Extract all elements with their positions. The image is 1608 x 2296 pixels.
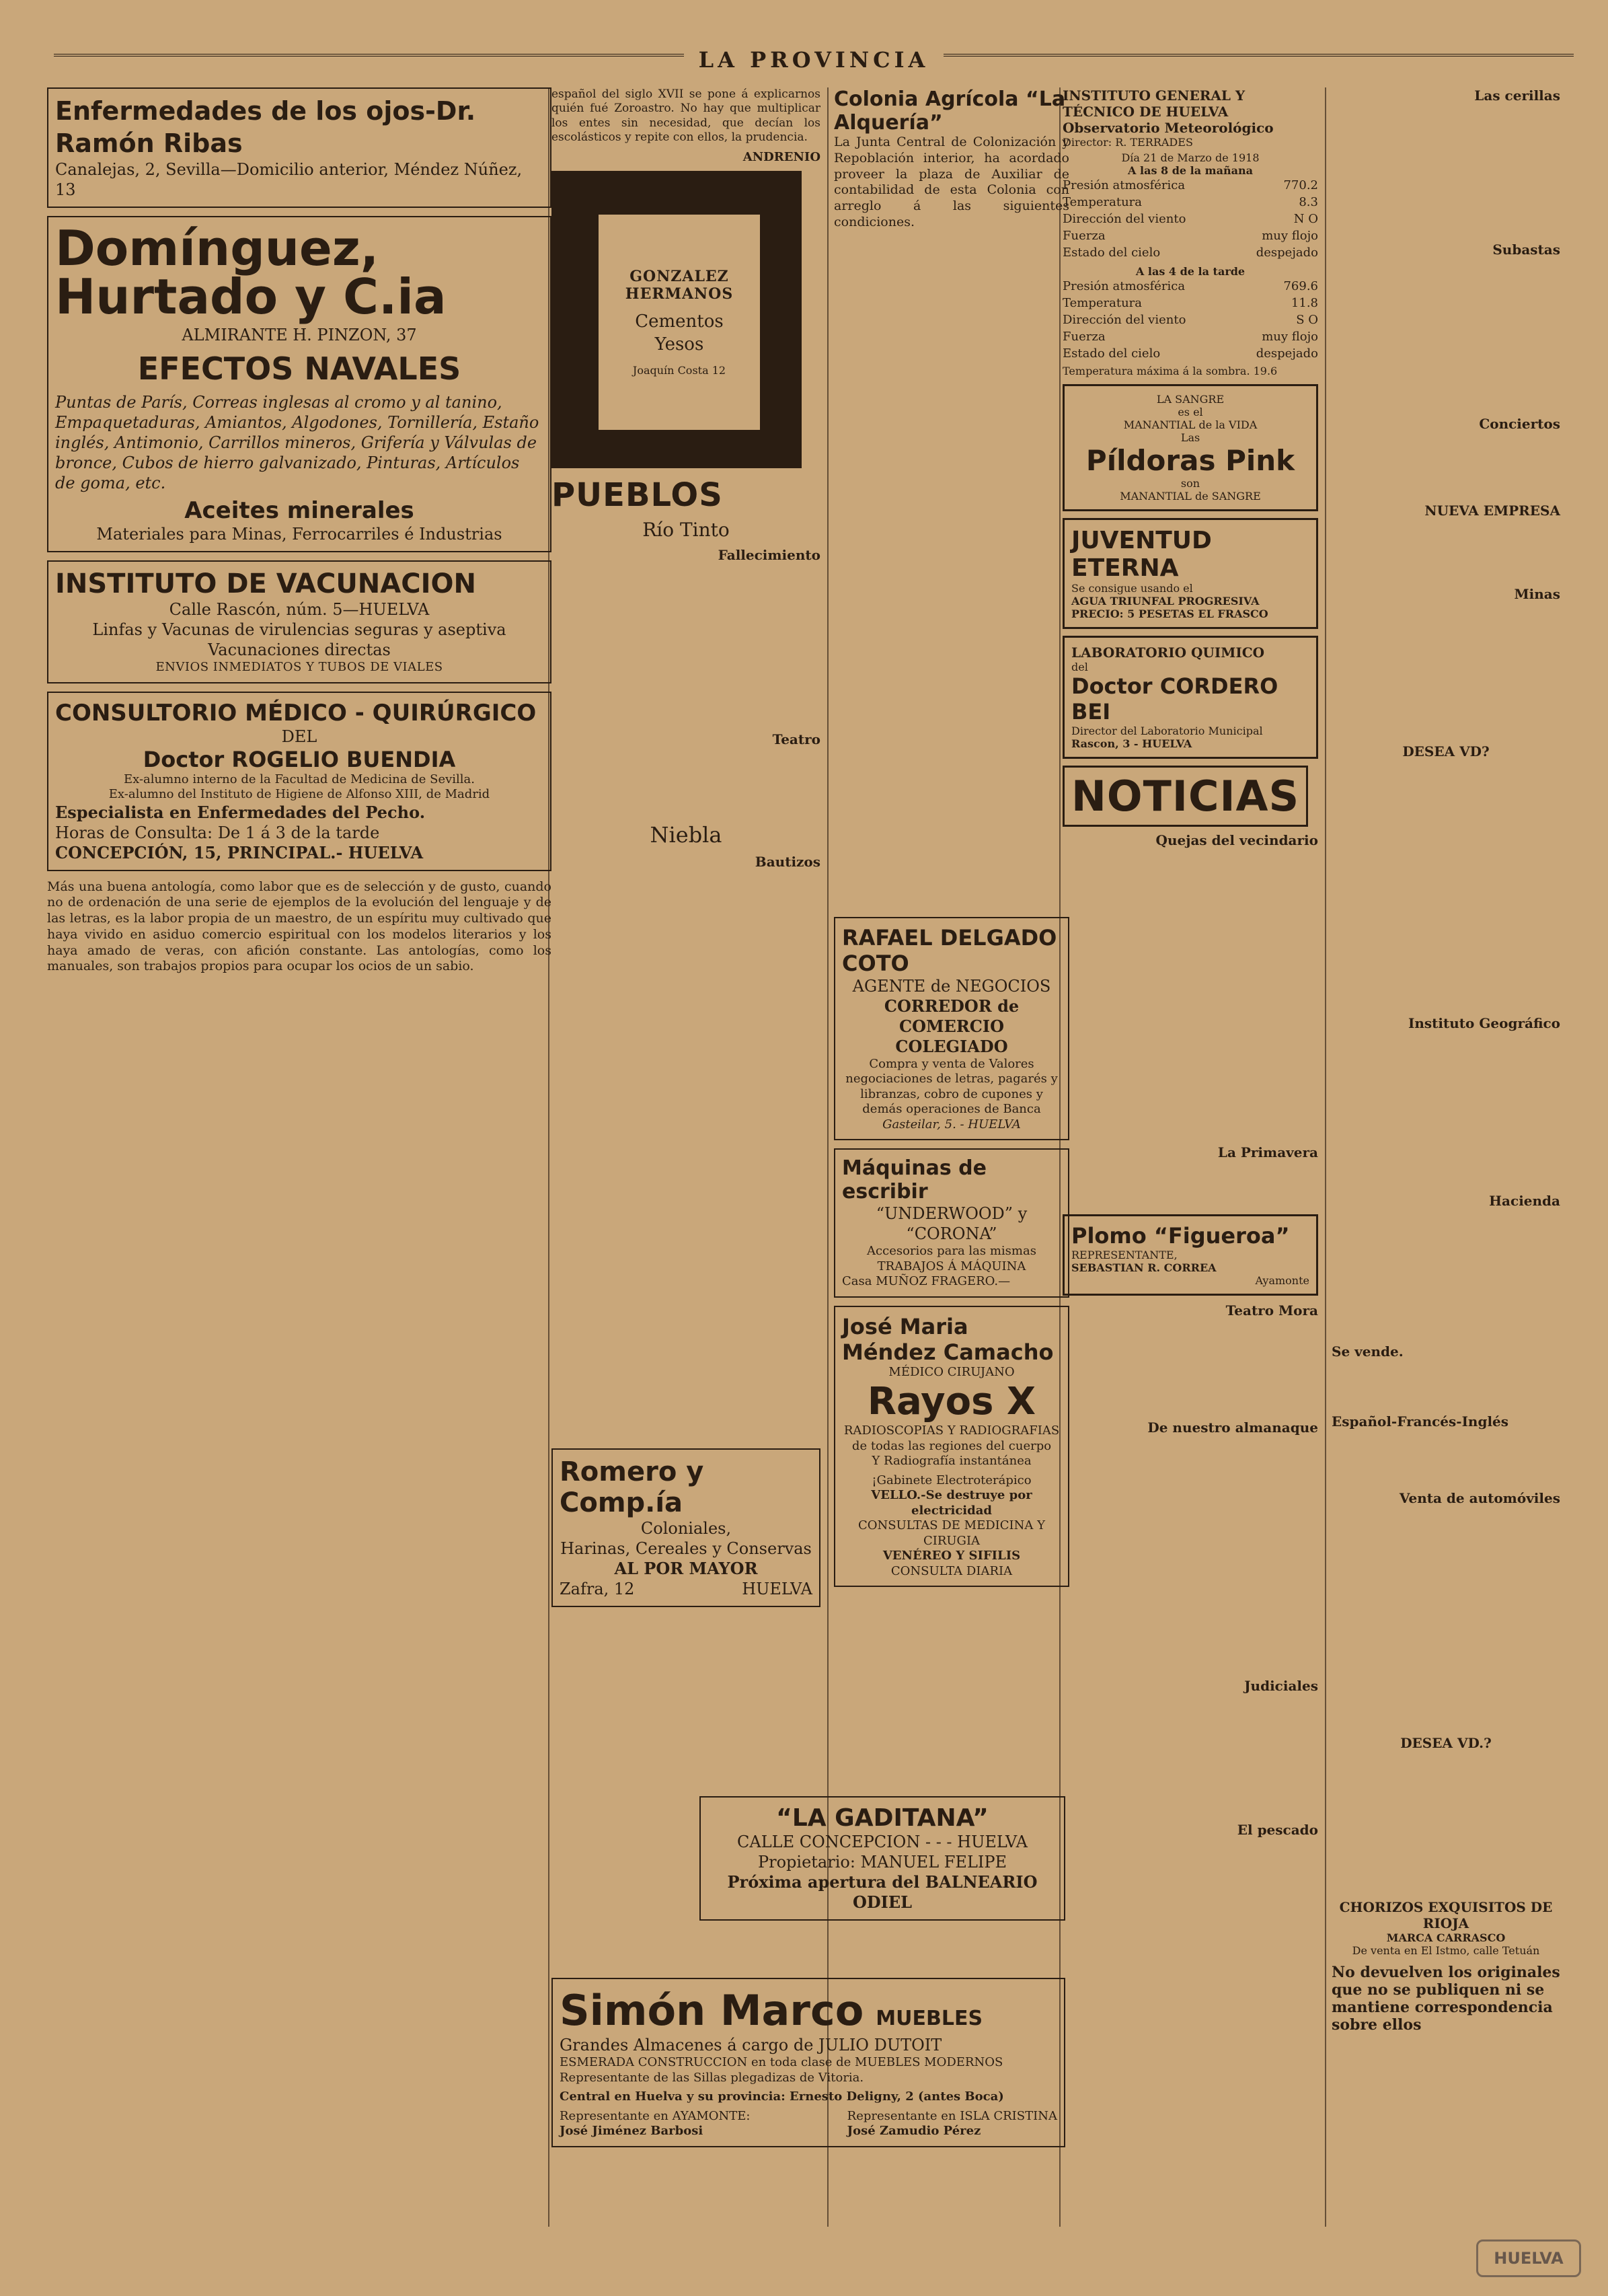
simon-marco-rep1-name: José Jiménez Barbosi — [560, 2124, 703, 2138]
pink-line2: es el — [1178, 406, 1203, 418]
chorizos-marca: MARCA CARRASCO — [1386, 1931, 1506, 1944]
col2-signature: ANDRENIO — [742, 150, 820, 164]
venta-automoviles-heading: Venta de automóviles — [1399, 1490, 1560, 1506]
left-article-excerpt: Más una buena antología, como labor que es de selección y de gusto, cuando no de ordenación de una serie de ejemplos de la evolución del lenguaje y de las letras, es la labor propia de un maestro, de un espíritu muy cultivado que haya vivido en asiduo comercio espiritual con los modelos literarios y los haya amado de veras, con afición constante. Las antologías, como los manuales, son trabajos propios para ocupar los ocios de un sabio. — [47, 879, 551, 974]
juventud-line2: AGUA TRIUNFAL PROGRESIVA — [1071, 595, 1260, 607]
observatorio-title: Observatorio Meteorológico — [1063, 120, 1274, 136]
afternoon-reading-value: muy flojo — [1262, 330, 1318, 344]
rayos-line4: ¡Gabinete Electroterápico — [872, 1473, 1032, 1487]
morning-heading: A las 8 de la mañana — [1128, 164, 1253, 177]
romero-address: Zafra, 12 — [560, 1580, 635, 1598]
simon-marco-muebles: MUEBLES — [876, 2007, 983, 2030]
nueva-empresa-heading: NUEVA EMPRESA — [1424, 503, 1560, 519]
laboratorio-sub: Director del Laboratorio Municipal — [1071, 725, 1263, 737]
consultorio-line2: Ex-alumno del Instituto de Higiene de Alfonso XIII, de Madrid — [108, 787, 490, 801]
morning-reading-label: Presión atmosférica — [1063, 178, 1186, 192]
judiciales-heading: Judiciales — [1244, 1678, 1318, 1694]
morning-reading-label: Temperatura — [1063, 195, 1143, 209]
morning-reading-value: N O — [1293, 212, 1318, 226]
gonzalez-hermanos-panel — [596, 212, 763, 433]
ribas-ad-title: Enfermedades de los ojos-Dr. Ramón Ribas — [55, 96, 476, 158]
bautizos-heading: Bautizos — [755, 854, 820, 870]
afternoon-heading: A las 4 de la tarde — [1135, 265, 1246, 278]
rayos-line1: RADIOSCOPIAS Y RADIOGRAFIAS — [843, 1423, 1060, 1438]
huelva-watermark: HUELVA — [1476, 2239, 1581, 2277]
pink-line1: LA SANGRE — [1156, 393, 1225, 406]
gaditana-ad — [699, 1796, 1065, 1921]
column-five — [1332, 87, 1560, 2034]
rafael-line3: Compra y venta de Valores negociaciones de letras, pagarés y libranzas, cobro de cupones y demás operaciones de Banca — [845, 1056, 1058, 1116]
instituto-title: INSTITUTO GENERAL Y TÉCNICO DE HUELVA — [1063, 87, 1246, 120]
rayos-line7: VENÉREO Y SIFILIS — [882, 1549, 1021, 1563]
plomo-city: Ayamonte — [1255, 1274, 1309, 1287]
juventud-price: PRECIO: 5 PESETAS EL FRASCO — [1071, 607, 1268, 620]
chorizos-heading: CHORIZOS EXQUISITOS DE RIOJA — [1339, 1899, 1553, 1931]
romero-ad — [551, 1448, 820, 1607]
simon-marco-line1: Grandes Almacenes á cargo de JULIO DUTOIT — [560, 2036, 942, 2054]
primavera-heading: La Primavera — [1217, 1144, 1318, 1160]
dominguez-items: Puntas de París, Correas inglesas al cromo y al tanino, Empaquetaduras, Amiantos, Algodones, Tornillería, Estaño inglés, Antimonio, Carrillos mineros, Grifería y Válvulas de bronce, Cubos de hierro galvanizado, Pinturas, Artículos de goma, etc. — [55, 393, 539, 492]
rafael-line1: AGENTE de NEGOCIOS — [852, 976, 1051, 996]
morning-reading-row — [1063, 194, 1318, 211]
rafael-title: RAFAEL DELGADO COTO — [842, 924, 1057, 976]
simon-marco-header — [560, 1986, 1057, 2035]
subastas-heading: Subastas — [1492, 242, 1560, 258]
afternoon-reading-row — [1063, 345, 1318, 362]
afternoon-reading-value: S O — [1296, 313, 1318, 327]
dominguez-subtitle: EFECTOS NAVALES — [137, 350, 461, 387]
juventud-ad — [1063, 518, 1318, 629]
simon-marco-line4: Central en Huelva y su provincia: Ernesto Deligny, 2 (antes Boca) — [560, 2089, 1004, 2104]
afternoon-reading-label: Fuerza — [1063, 330, 1106, 344]
morning-reading-label: Estado del cielo — [1063, 246, 1161, 260]
afternoon-reading-row — [1063, 278, 1318, 295]
rio-tinto-heading: Río Tinto — [642, 519, 730, 541]
gonzalez-hermanos-ad — [551, 171, 802, 468]
simon-marco-rep1-label: Representante en AYAMONTE: — [560, 2108, 751, 2123]
rafael-line2: CORREDOR de COMERCIO COLEGIADO — [884, 996, 1020, 1056]
column-two — [551, 87, 820, 1615]
consultorio-specialist: Especialista en Enfermedades del Pecho. — [55, 802, 426, 822]
afternoon-reading-value: 11.8 — [1291, 296, 1318, 310]
quejas-heading: Quejas del vecindario — [1155, 832, 1318, 848]
minas-heading: Minas — [1514, 586, 1560, 602]
pueblos-title: PUEBLOS — [551, 476, 723, 514]
maquinas-line1: Accesorios para las mismas — [867, 1244, 1036, 1258]
laboratorio-address: Rascon, 3 - HUELVA — [1071, 737, 1192, 750]
simon-marco-ad — [551, 1978, 1065, 2147]
almanaque-heading: De nuestro almanaque — [1147, 1419, 1318, 1436]
laboratorio-title: LABORATORIO QUIMICO — [1071, 644, 1265, 661]
morning-reading-row — [1063, 244, 1318, 261]
ribas-ad — [47, 87, 551, 208]
romero-city: HUELVA — [742, 1580, 812, 1598]
afternoon-reading-label: Dirección del viento — [1063, 313, 1186, 327]
pescado-heading: El pescado — [1237, 1822, 1318, 1838]
left-column — [47, 87, 551, 2203]
instituto-vacunacion — [47, 560, 551, 683]
romero-sub1: Coloniales, — [640, 1519, 732, 1538]
dominguez-address: ALMIRANTE H. PINZON, 37 — [182, 326, 417, 344]
plomo-line2: SEBASTIAN R. CORREA — [1071, 1261, 1217, 1274]
consultorio-address: CONCEPCIÓN, 15, PRINCIPAL.- HUELVA — [55, 842, 424, 862]
simon-marco-rep2-name: José Zamudio Pérez — [847, 2124, 981, 2138]
desea-heading-2: DESEA VD.? — [1400, 1735, 1492, 1751]
col2-article-excerpt: español del siglo XVII se pone á explicarnos quién fué Zoroastro. No hay que multiplicar los entes sin necesidad, que decían los escolásticos y repite con ellos, la prudencia. — [551, 87, 820, 144]
instituto-geografico-heading: Instituto Geográfico — [1408, 1015, 1560, 1031]
maquinas-line2: TRABAJOS Á MÁQUINA — [877, 1259, 1026, 1273]
teatro-heading: Teatro — [772, 731, 820, 747]
instituto-vacunacion-title: INSTITUTO DE VACUNACION — [55, 568, 476, 599]
colonia-title: Colonia Agrícola “La Alquería” — [834, 87, 1066, 135]
afternoon-reading-label: Estado del cielo — [1063, 346, 1161, 361]
pink-line5: son — [1180, 477, 1200, 490]
instituto-vacunacion-line2: Vacunaciones directas — [208, 640, 391, 659]
maquinas-ad — [834, 1148, 1069, 1298]
rayos-sub: MÉDICO CIRUJANO — [888, 1364, 1015, 1379]
gaditana-title: “LA GADITANA” — [776, 1804, 989, 1832]
consultorio-title: CONSULTORIO MÉDICO - QUIRÚRGICO — [55, 699, 537, 727]
pink-ad — [1063, 384, 1318, 511]
rayos-line2: de todas las regiones del cuerpo — [851, 1438, 1052, 1453]
afternoon-reading-row — [1063, 311, 1318, 328]
colonia-intro: La Junta Central de Colonización y Repoblación interior, ha acordado proveer la plaza de Auxiliar de contabilidad de esta Colonia con arreglo á las siguientes condiciones. — [834, 135, 1069, 229]
se-vende-heading: Se vende. — [1332, 1343, 1404, 1360]
pink-title: Píldoras Pink — [1085, 444, 1295, 477]
masthead-title: LA PROVINCIA — [684, 47, 944, 73]
morning-reading-row — [1063, 177, 1318, 194]
noticias-title: NOTICIAS — [1063, 766, 1308, 827]
column-four — [1063, 87, 1318, 1838]
laboratorio-del: del — [1071, 661, 1088, 673]
instituto-vacunacion-address: Calle Rascón, núm. 5—HUELVA — [169, 600, 430, 619]
simon-marco-rep2 — [847, 2109, 1057, 2139]
rayos-ad — [834, 1306, 1069, 1588]
instituto-vacunacion-line1: Linfas y Vacunas de virulencias seguras y aseptiva — [92, 620, 506, 639]
morning-reading-value: muy flojo — [1262, 229, 1318, 243]
morning-reading-label: Dirección del viento — [1063, 212, 1186, 226]
masthead — [54, 47, 1574, 83]
plomo-line1: REPRESENTANTE, — [1071, 1249, 1178, 1261]
rayos-line5: VELLO.-Se destruye por electricidad — [871, 1488, 1032, 1518]
gonzalez-brand: GONZALEZ HERMANOS — [625, 267, 734, 303]
gaditana-line1: CALLE CONCEPCION - - - HUELVA — [737, 1832, 1028, 1851]
rayos-name: José Maria Méndez Camacho — [842, 1313, 1054, 1365]
observatorio-director: Director: R. TERRADES — [1063, 136, 1193, 149]
simon-marco-title: Simón Marco — [560, 1986, 864, 2035]
instituto-vacunacion-line3: ENVIOS INMEDIATOS Y TUBOS DE VIALES — [155, 660, 443, 674]
dominguez-materials: Materiales para Minas, Ferrocarriles é Industrias — [96, 525, 502, 544]
laboratorio-doctor: Doctor CORDERO BEI — [1071, 673, 1278, 725]
afternoon-reading-label: Temperatura — [1063, 296, 1143, 310]
simon-marco-rep1 — [560, 2109, 751, 2139]
afternoon-reading-label: Presión atmosférica — [1063, 279, 1186, 293]
juventud-line1: Se consigue usando el — [1071, 582, 1193, 595]
rayos-line3: Y Radiografía instantánea — [872, 1454, 1032, 1468]
rafael-ad — [834, 917, 1069, 1141]
romero-title: Romero y Comp.ía — [560, 1456, 704, 1518]
fallecimiento-heading: Fallecimiento — [718, 547, 820, 563]
simon-marco-reps — [560, 2109, 1057, 2139]
conciertos-heading: Conciertos — [1479, 416, 1560, 432]
consultorio-del: DEL — [281, 727, 317, 746]
pink-line6: MANANTIAL de SANGRE — [1120, 490, 1261, 503]
rayos-line8: CONSULTA DIARIA — [890, 1563, 1013, 1578]
column-rule — [1325, 87, 1326, 2227]
juventud-title: JUVENTUD ETERNA — [1071, 527, 1212, 582]
morning-reading-value: 8.3 — [1299, 195, 1318, 209]
maquinas-line3: Casa MUÑOZ FRAGERO.— — [842, 1274, 1011, 1288]
morning-reading-value: 770.2 — [1283, 178, 1318, 192]
chorizos-venta: De venta en El Istmo, calle Tetuán — [1352, 1944, 1540, 1957]
rayos-title: Rayos X — [867, 1380, 1036, 1423]
romero-sub2: Harinas, Cereales y Conservas — [560, 1539, 812, 1558]
simon-marco-line3: Representante de las Sillas plegadizas de Vitoria. — [560, 2070, 864, 2085]
afternoon-reading-value: 769.6 — [1283, 279, 1318, 293]
niebla-heading: Niebla — [650, 822, 722, 848]
ribas-ad-address: Canalejas, 2, Sevilla—Domicilio anterior, Méndez Núñez, 13 — [55, 160, 523, 199]
afternoon-reading-row — [1063, 295, 1318, 311]
dominguez-aceites: Aceites minerales — [184, 497, 414, 524]
pink-line3: MANANTIAL de la VIDA — [1123, 418, 1258, 431]
plomo-title: Plomo “Figueroa” — [1071, 1223, 1290, 1249]
column-three — [834, 87, 1069, 1595]
consultorio-ad — [47, 692, 551, 871]
afternoon-readings-table — [1063, 278, 1318, 362]
maquinas-title: Máquinas de escribir — [842, 1156, 987, 1203]
afternoon-reading-row — [1063, 328, 1318, 345]
morning-reading-row — [1063, 211, 1318, 227]
dominguez-title: Domínguez, Hurtado y C.ia — [55, 220, 447, 325]
espanol-frances-heading: Español-Francés-Inglés — [1332, 1413, 1509, 1430]
romero-sub3: AL POR MAYOR — [614, 1559, 758, 1578]
consultorio-line1: Ex-alumno interno de la Facultad de Medicina de Sevilla. — [123, 772, 475, 786]
consultorio-hours: Horas de Consulta: De 1 á 3 de la tarde — [55, 823, 380, 842]
gonzalez-address: Joaquín Costa 12 — [632, 364, 726, 377]
maquinas-brands: “UNDERWOOD” y “CORONA” — [876, 1204, 1028, 1243]
no-devuelven-note: No devuelven los originales que no se publiquen ni se mantiene correspondencia sobre ellos — [1332, 1964, 1560, 2034]
laboratorio-ad — [1063, 636, 1318, 759]
afternoon-reading-value: despejado — [1256, 346, 1318, 361]
cerillas-heading: Las cerillas — [1474, 87, 1560, 104]
hacienda-heading: Hacienda — [1489, 1193, 1560, 1209]
gaditana-line2: Propietario: MANUEL FELIPE — [757, 1853, 1007, 1872]
romero-footer — [560, 1579, 812, 1599]
simon-marco-line2: ESMERADA CONSTRUCCION en toda clase de MUEBLES MODERNOS — [560, 2055, 1003, 2069]
dominguez-ad — [47, 216, 551, 552]
desea-heading-1: DESEA VD? — [1402, 743, 1490, 760]
morning-reading-label: Fuerza — [1063, 229, 1106, 243]
plomo-ad — [1063, 1214, 1318, 1296]
pink-line4: Las — [1180, 431, 1200, 444]
rafael-address: Gasteilar, 5. - HUELVA — [882, 1117, 1021, 1132]
simon-marco-rep2-label: Representante en ISLA CRISTINA — [847, 2108, 1057, 2123]
gonzalez-items: Cementos Yesos — [635, 311, 724, 355]
morning-reading-value: despejado — [1256, 246, 1318, 260]
consultorio-doctor: Doctor ROGELIO BUENDIA — [143, 746, 456, 772]
gaditana-line3: Próxima apertura del BALNEARIO ODIEL — [727, 1872, 1038, 1912]
rayos-line6: CONSULTAS DE MEDICINA Y CIRUGIA — [858, 1518, 1045, 1548]
teatro-mora-heading: Teatro Mora — [1225, 1302, 1318, 1319]
morning-readings-table — [1063, 177, 1318, 261]
max-temp: Temperatura máxima á la sombra. 19.6 — [1063, 365, 1278, 377]
morning-reading-row — [1063, 227, 1318, 244]
observatorio-date: Día 21 de Marzo de 1918 — [1121, 151, 1260, 164]
